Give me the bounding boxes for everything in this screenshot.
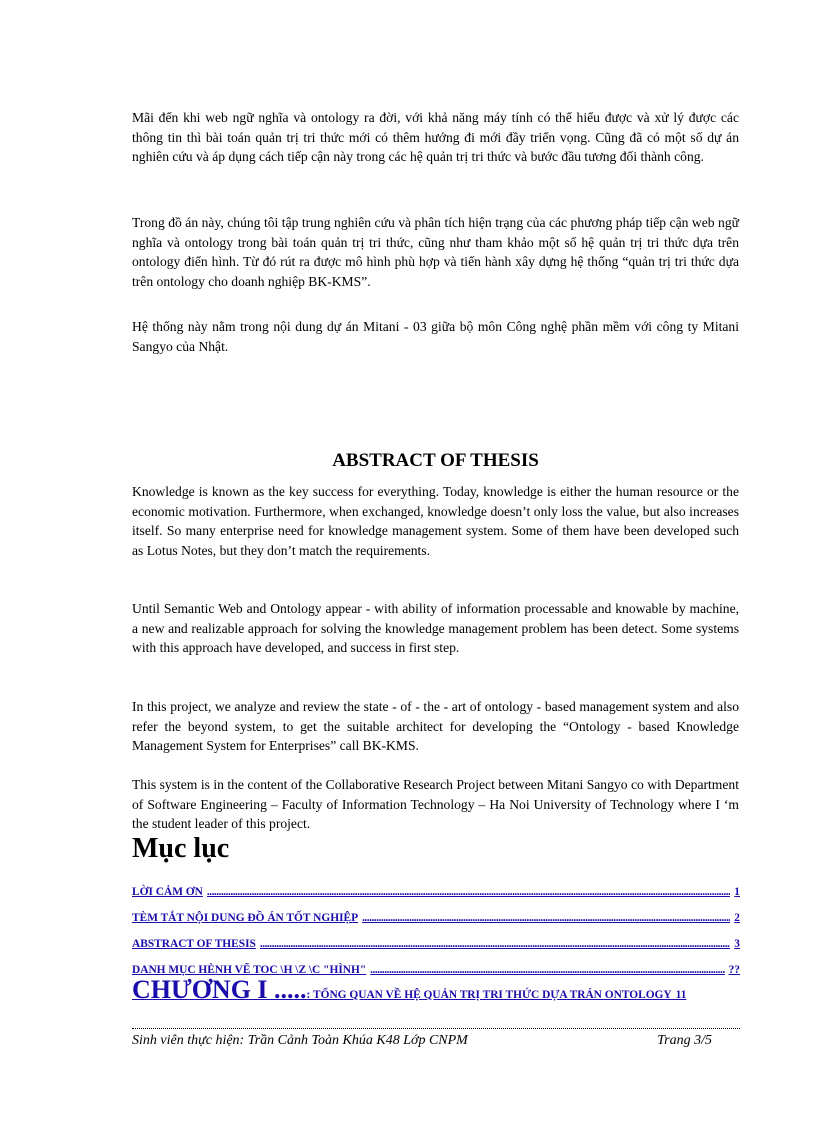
toc-entry-page[interactable]: 3 [734,938,740,950]
toc-leader [362,912,730,924]
toc-entry-text[interactable]: DANH MỤC HÈNH VẼ TOC \H \Z \C "HÌNH" [132,964,367,976]
abstract-heading: ABSTRACT OF THESIS [332,450,539,471]
abstract-paragraph-4: This system is in the content of the Collaborative Research Project between Mitani Sangyo co with Department of Software Engineering – Faculty of Information Technology – Ha Noi University of Technology where I ‘m the student leader of this project. [132,777,739,832]
toc-entry-page[interactable]: 2 [734,912,740,924]
abstract-paragraph-3: In this project, we analyze and review the state - of - the - art of ontology - based management system and also refer the beyond system, to get the suitable architect for developing the “Ontology - based Knowledge Management System for Enterprises” call BK-KMS. [132,699,739,754]
chapter-subtitle[interactable]: : TỔNG QUAN VỀ HỆ QUẢN TRỊ TRI THỨC DỰA TRÁN ONTOLOGY [306,989,672,1001]
paragraph-vi-1: Mãi đến khi web ngữ nghĩa và ontology ra đời, với khả năng máy tính có thể hiểu được và xử lý được các thông tin thì bài toán quản trị tri thức mới có thêm hướng đi mới đầy triển vọng. Cũng đã có một số dự án nghiên cứu và áp dụng cách tiếp cận này trong các hệ quản trị tri thức và bước đầu tương đối thành công. [132,110,739,165]
footer-divider [132,1028,740,1029]
toc-leader [207,886,730,898]
chapter-page[interactable]: 11 [675,989,687,1001]
footer-author: Sinh viên thực hiện: Trần Cảnh Toàn Khúa K48 Lớp CNPM [132,1033,468,1048]
paragraph-vi-3: Hệ thống này nằm trong nội dung dự án Mitani - 03 giữa bộ môn Công nghệ phần mềm với công ty Mitani Sangyo của Nhật. [132,319,739,354]
toc-entry[interactable] [132,950,740,976]
abstract-paragraph-2: Until Semantic Web and Ontology appear - with ability of information processable and knowable by machine, a new and realizable approach for solving the knowledge management problem has been detect. Some systems with this approach have developed, and success in first step. [132,601,739,656]
toc-entry-text[interactable]: LỜI CẢM ƠN [132,886,203,898]
paragraph-vi-2: Trong đồ án này, chúng tôi tập trung nghiên cứu và phân tích hiện trạng của các phương pháp tiếp cận web ngữ nghĩa và ontology trong bài toán quản trị tri thức, cũng như tham khảo một số hệ quản trị tri thức dựa trên ontology điển hình. Từ đó rút ra được mô hình phù hợp và tiến hành xây dựng hệ thống “quản trị tri thức dựa trên ontology cho doanh nghiệp BK-KMS”. [132,215,739,289]
chapter-title[interactable]: CHƯƠNG I ..... [132,975,307,1004]
toc-chapter-link[interactable] [132,975,772,1005]
toc-entry[interactable] [132,872,740,898]
toc-entry-page[interactable]: ?? [728,964,740,976]
abstract-paragraph-1: Knowledge is known as the key success for everything. Today, knowledge is either the human resource or the economic motivation. Furthermore, when exchanged, knowledge doesn’t only loss the value, but also increases itself. So many enterprise need for knowledge management system. Some of them have been developed such as Lotus Notes, but they don’t match the requirements. [132,484,739,558]
toc-leader [260,938,730,950]
footer-page-number: Trang 3/5 [657,1033,712,1048]
toc-entry-text[interactable]: ABSTRACT OF THESIS [132,938,256,950]
toc-entry-text[interactable]: TÈM TẮT NỘI DUNG ĐỒ ÁN TỐT NGHIỆP [132,912,359,924]
toc-entry[interactable] [132,898,740,924]
toc-entry-page[interactable]: 1 [734,886,740,898]
toc-title: Mục lục [132,833,230,864]
toc-entry[interactable] [132,924,740,950]
toc-list [132,872,740,976]
page-footer [132,1033,712,1049]
